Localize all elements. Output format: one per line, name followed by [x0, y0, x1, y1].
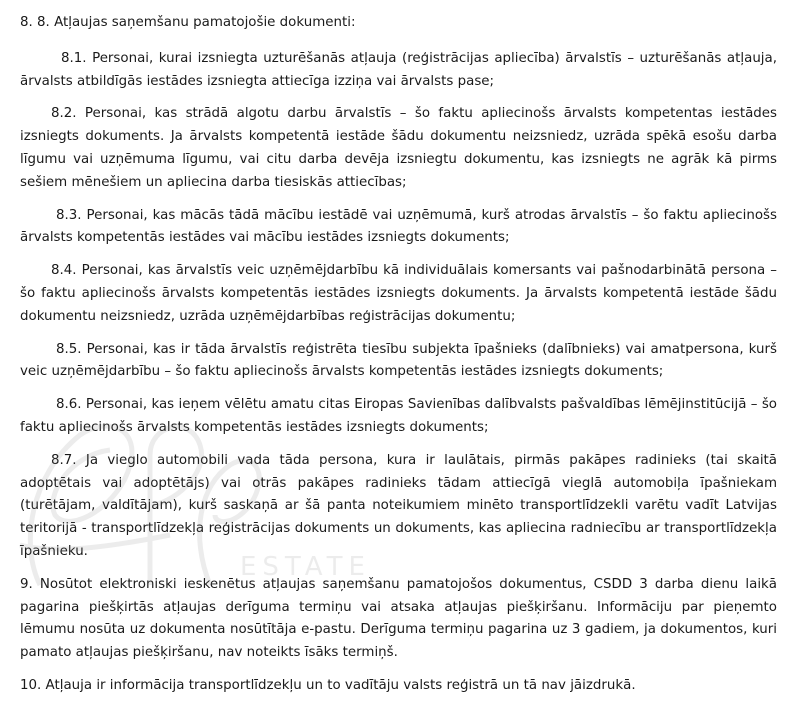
paragraph-8-1: 8.1. Personai, kurai izsniegta uzturēšanās atļauja (reģistrācijas apliecība) ārvalstīs – uzturēšanās atļauja, ārvalsts atbildīgās iestādes izsniegta attiecīga izziņa vai ārvalsts pase;	[20, 50, 777, 89]
paragraph-8-7: 8.7. Ja vieglo automobili vada tāda persona, kura ir laulātais, pirmās pakāpes radinieks (tai skaitā adoptētais vai adoptētājs) vai otrās pakāpes radinieks tādam attiecīgā vieglā automobiļa īpašniekam (turētājam, valdītājam), kurš saskaņā ar šā panta noteikumiem minēto transportlīdzekli varētu vadīt Latvijas teritorijā - transportlīdzekļa reģistrācijas dokuments un dokuments, kas apliecina radniecību ar transportlīdzekļa īpašnieku.	[20, 452, 777, 559]
paragraph-8-5: 8.5. Personai, kas ir tāda ārvalstīs reģistrēta tiesību subjekta īpašnieks (dalībnieks) vai amatpersona, kurš veic uzņēmējdarbību – šo faktu apliecinošs ārvalsts kompetentās iestādes izsniegts dokuments;	[20, 341, 777, 380]
paragraph-8-3: 8.3. Personai, kas mācās tādā mācību iestādē vai uzņēmumā, kurš atrodas ārvalstīs – šo faktu apliecinošs ārvalsts kompetentās iestādes vai mācību iestādes izsniegts dokuments;	[20, 207, 777, 246]
paragraph-8-6: 8.6. Personai, kas ieņem vēlētu amatu citas Eiropas Savienības dalībvalsts pašvaldības lēmējinstitūcijā – šo faktu apliecinošs ārvalsts kompetentās iestādes izsniegts dokuments;	[20, 397, 777, 435]
paragraph-10: 10. Atļauja ir informācija transportlīdzekļu un to vadītāju valsts reģistrā un tā nav jāizdrukā.	[20, 677, 636, 693]
section-heading: 8. 8. Atļaujas saņemšanu pamatojošie dokumenti:	[20, 15, 356, 30]
watermark-text: ESTATE	[240, 552, 371, 582]
paragraph-8-2: 8.2. Personai, kas strādā algotu darbu ārvalstīs – šo faktu apliecinošs ārvalsts kompetentas iestādes izsniegts dokuments. Ja ārvalsts kompetentā iestāde šādu dokumentu neizsniedz, uzrāda spēkā esošu darba līgumu vai uzņēmuma līgumu, vai citu darba devēja izsniegtu dokumentu, kas izsniegts ne agrāk kā pirms sešiem mēnešiem un apliecina darba tiesiskās attiecības;	[20, 106, 777, 190]
paragraph-9: 9. Nosūtot elektroniski ieskenētus atļaujas saņemšanu pamatojošos dokumentus, CSDD 3 darba dienu laikā pagarina piešķirtās atļaujas derīguma termiņu vai atsaka atļaujas piešķiršanu. Informāciju par pieņemto lēmumu nosūta uz dokumenta nosūtītāja e-pastu. Derīguma termiņu pagarina uz 3 gadiem, ja dokumentos, kuri pamato atļaujas piešķiršanu, nav noteikts īsāks termiņš.	[20, 576, 777, 661]
paragraph-8-4: 8.4. Personai, kas ārvalstīs veic uzņēmējdarbību kā individuālais komersants vai pašnodarbinātā persona – šo faktu apliecinošs ārvalsts kompetentās iestādes izsniegts dokuments. Ja ārvalsts kompetentā iestāde šādu dokumentu neizsniedz, uzrāda uzņēmējdarbības reģistrācijas dokumentu;	[20, 263, 777, 324]
document-body	[20, 12, 777, 708]
